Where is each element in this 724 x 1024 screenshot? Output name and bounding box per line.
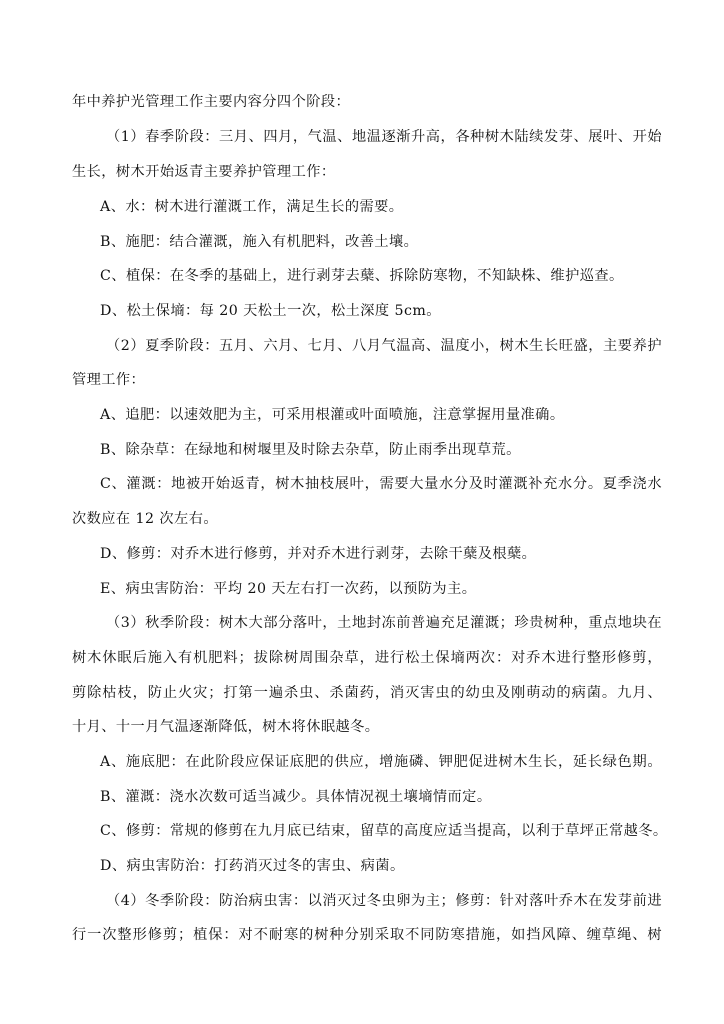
spring-item-c: C、植保：在冬季的基础上，进行剥芽去蘖、拆除防寒物，不知缺株、维护巡查。 (100, 268, 624, 284)
summer-item-c-line-1: C、灌溉：地被开始返青，树木抽枝展叶，需要大量水分及时灌溉补充水分。夏季浇水 (100, 476, 662, 492)
summer-item-c-line-2: 次数应在 12 次左右。 (72, 511, 218, 527)
autumn-item-a: A、施底肥：在此阶段应保证底肥的供应，增施磷、钾肥促进树木生长，延长绿色期。 (100, 754, 662, 770)
autumn-heading-line-3: 剪除枯枝，防止火灾；打第一遍杀虫、杀菌药，消灭害虫的幼虫及刚萌动的病菌。九月、 (72, 685, 662, 701)
spring-item-b: B、施肥：结合灌溉，施入有机肥料，改善土壤。 (100, 234, 419, 250)
autumn-heading-line-1: （3）秋季阶段：树木大部分落叶，土地封冻前普遍充足灌溉；珍贵树种，重点地块在 (106, 615, 662, 631)
summer-item-a: A、追肥：以速效肥为主，可采用根灌或叶面喷施，注意掌握用量准确。 (100, 407, 565, 423)
spring-heading-line-1: （1）春季阶段：三月、四月，气温、地温逐渐升高，各种树木陆续发芽、展叶、开始 (106, 129, 662, 145)
autumn-item-b: B、灌溉：浇水次数可适当减少。具体情况视土壤墒情而定。 (100, 789, 492, 805)
autumn-heading-line-4: 十月、十一月气温逐渐降低，树木将休眠越冬。 (72, 719, 380, 735)
winter-heading-line-2: 行一次整形修剪；植保：对不耐寒的树种分别采取不同防寒措施，如挡风障、缠草绳、树 (72, 927, 662, 943)
summer-heading-line-1: （2）夏季阶段：五月、六月、七月、八月气温高、温度小，树木生长旺盛，主要养护 (106, 338, 662, 354)
autumn-item-c: C、修剪：常规的修剪在九月底已结束，留草的高度应适当提高，以利于草坪正常越冬。 (100, 823, 668, 839)
summer-heading-line-2: 管理工作： (72, 372, 146, 388)
summer-item-d: D、修剪：对乔木进行修剪，并对乔木进行剥芽，去除干蘖及根蘖。 (100, 546, 537, 562)
autumn-heading-line-2: 树木休眠后施入有机肥料；拔除树周围杂草，进行松土保墒两次：对乔木进行整形修剪， (72, 650, 662, 666)
intro-line: 年中养护光管理工作主要内容分四个阶段： (72, 94, 351, 110)
summer-item-e: E、病虫害防治：平均 20 天左右打一次药，以预防为主。 (100, 581, 477, 597)
summer-item-b: B、除杂草：在绿地和树堰里及时除去杂草，防止雨季出现草荒。 (100, 442, 521, 458)
winter-heading-line-1: （4）冬季阶段：防治病虫害：以消灭过冬虫卵为主；修剪：针对落叶乔木在发芽前进 (106, 893, 662, 909)
spring-item-d: D、松土保墒：每 20 天松土一次，松土深度 5cm。 (100, 303, 441, 319)
autumn-item-d: D、病虫害防治：打药消灭过冬的害虫、病菌。 (100, 858, 405, 874)
spring-item-a: A、水：树木进行灌溉工作，满足生长的需要。 (100, 199, 404, 215)
spring-heading-line-2: 生长，树木开始返青主要养护管理工作： (72, 164, 336, 180)
